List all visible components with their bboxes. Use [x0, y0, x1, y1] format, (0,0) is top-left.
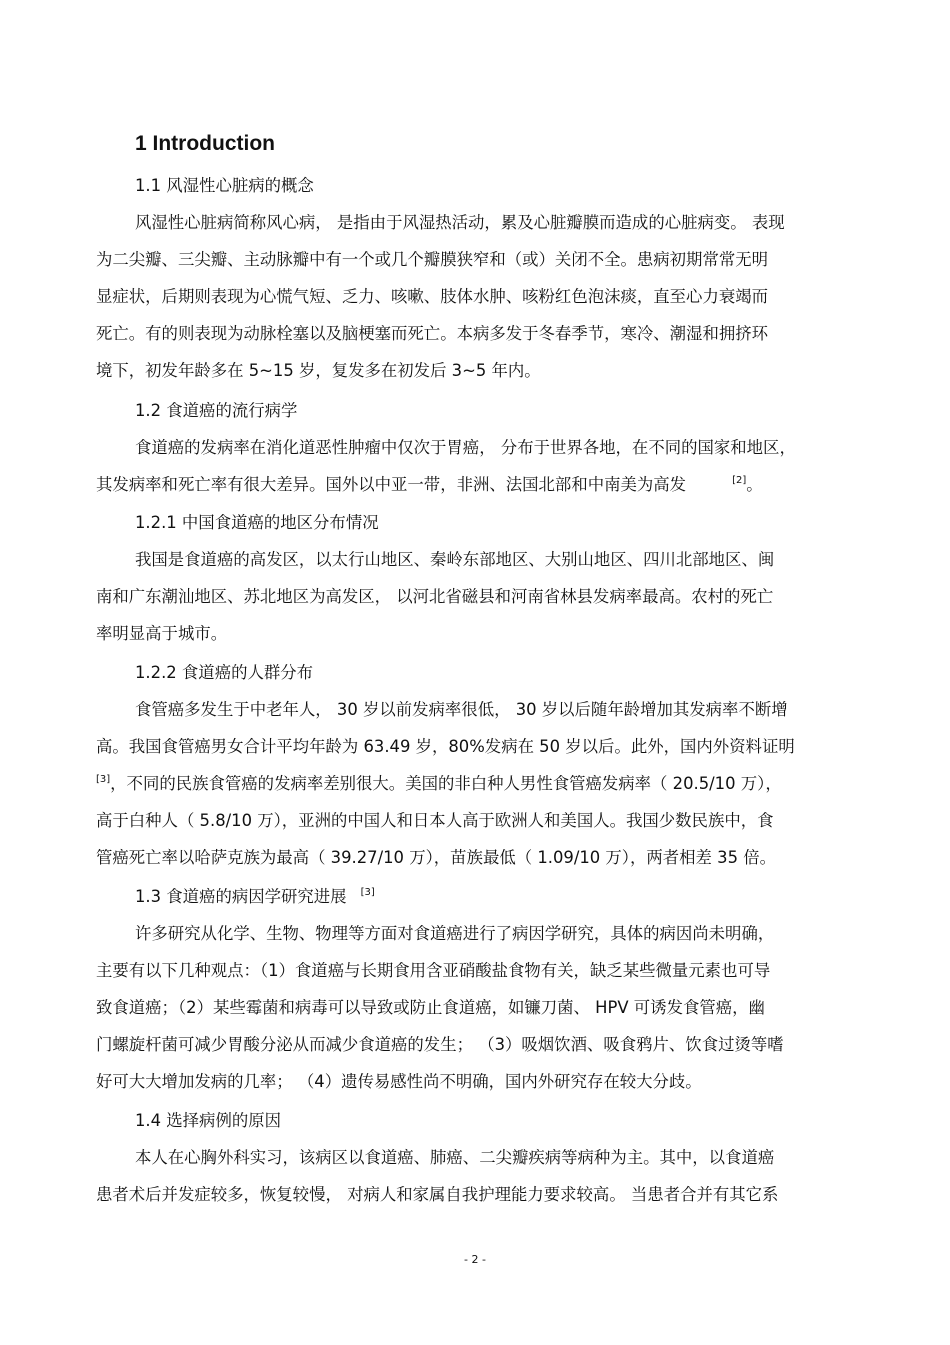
line-text: 。: [746, 475, 763, 494]
paragraph-line: 管癌死亡率以哈萨克族为最高（ 39.27/10 万），苗族最低（ 1.09/10 万），两者相差 35 倍。: [96, 848, 776, 867]
paragraph-line: 许多研究从化学、生物、物理等方面对食道癌进行了病因学研究，具体的病因尚未明确，: [135, 924, 775, 943]
paragraph-line: 本人在心胸外科实习，该病区以食道癌、肺癌、二尖瓣疾病等病种为主。其中，以食道癌: [135, 1148, 775, 1167]
paragraph-line: 死亡。有的则表现为动脉栓塞以及脑梗塞而死亡。本病多发于冬春季节，寒冷、潮湿和拥挤环: [96, 324, 769, 343]
paragraph-line: [96, 773, 782, 798]
subsection-heading: 1.2.2 食道癌的人群分布: [135, 663, 314, 682]
paragraph-line: 主要有以下几种观点：（1）食道癌与长期食用含亚硝酸盐食物有关，缺乏某些微量元素也可导: [96, 961, 771, 980]
line-text: ，不同的民族食管癌的发病率差别很大。美国的非白种人男性食管癌发病率（ 20.5/10 万），: [110, 774, 782, 793]
subsection-heading: [135, 886, 375, 911]
paragraph-line: 食管癌多发生于中老年人， 30 岁以前发病率很低， 30 岁以后随年龄增加其发病率不断增: [135, 700, 788, 719]
subsection-heading: 1.2.1 中国食道癌的地区分布情况: [135, 513, 379, 532]
page-number: - 2 -: [464, 1253, 486, 1266]
paragraph-line: 高于白种人（ 5.8/10 万），亚洲的中国人和日本人高于欧洲人和美国人。我国少数民族中，食: [96, 811, 774, 830]
paragraph-line: 我国是食道癌的高发区，以太行山地区、秦岭东部地区、大别山地区、四川北部地区、闽: [135, 550, 775, 569]
line-text: 1.3 食道癌的病因学研究进展: [135, 887, 347, 906]
citation-ref: [3]: [96, 774, 111, 785]
paragraph-line: 好可大大增加发病的几率； （4）遗传易感性尚不明确，国内外研究存在较大分歧。: [96, 1072, 702, 1091]
paragraph-line: 境下，初发年龄多在 5~15 岁，复发多在初发后 3~5 年内。: [96, 361, 541, 380]
paragraph-line: 门螺旋杆菌可减少胃酸分泌从而减少食道癌的发生； （3）吸烟饮酒、吸食鸦片、饮食过烫等嗜: [96, 1035, 784, 1054]
subsection-heading: 1.1 风湿性心脏病的概念: [135, 176, 314, 195]
paragraph-line: 风湿性心脏病简称风心病， 是指由于风湿热活动，累及心脏瓣膜而造成的心脏病变。 表现: [135, 213, 785, 232]
subsection-heading: 1.2 食道癌的流行病学: [135, 401, 298, 420]
paragraph-line: [96, 474, 763, 499]
paragraph-line: 率明显高于城市。: [96, 624, 228, 643]
paragraph-line: 致食道癌；（2）某些霉菌和病毒可以导致或防止食道癌，如镰刀菌、 HPV 可诱发食管癌，幽: [96, 998, 765, 1017]
paragraph-line: 南和广东潮汕地区、苏北地区为高发区， 以河北省磁县和河南省林县发病率最高。农村的死亡: [96, 587, 774, 606]
paragraph-line: 高。我国食管癌男女合计平均年龄为 63.49 岁，80%发病在 50 岁以后。此外，国内外资料证明: [96, 737, 795, 756]
paragraph-line: 显症状，后期则表现为心慌气短、乏力、咳嗽、肢体水肿、咳粉红色泡沫痰，直至心力衰竭而: [96, 287, 769, 306]
citation-ref: [3]: [360, 887, 375, 898]
section-heading: 1 Introduction: [135, 132, 275, 155]
paragraph-line: 患者术后并发症较多，恢复较慢， 对病人和家属自我护理能力要求较高。 当患者合并有其它系: [96, 1185, 779, 1204]
citation-ref: [2]: [732, 475, 747, 486]
paragraph-line: 为二尖瓣、三尖瓣、主动脉瓣中有一个或几个瓣膜狭窄和（或）关闭不全。患病初期常常无明: [96, 250, 769, 269]
subsection-heading: 1.4 选择病例的原因: [135, 1111, 282, 1130]
line-text: 其发病率和死亡率有很大差异。国外以中亚一带，非洲、法国北部和中南美为高发: [96, 475, 687, 494]
paragraph-line: 食道癌的发病率在消化道恶性肿瘤中仅次于胃癌， 分布于世界各地，在不同的国家和地区，: [135, 438, 796, 457]
